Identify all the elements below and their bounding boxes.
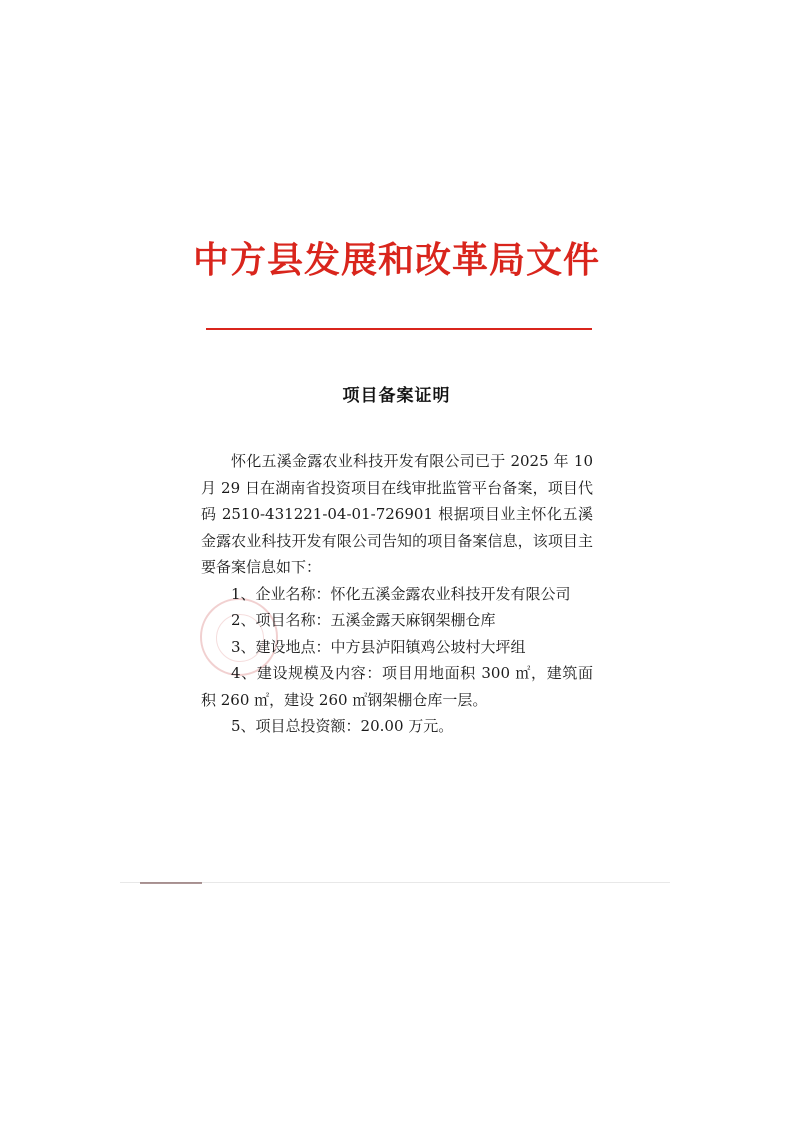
item-label: 3、建设地点： [231,637,331,656]
footer-rule [120,882,670,883]
item-value: 20.00 万元。 [360,717,454,735]
item-company-name [201,581,593,608]
item-project-name [201,607,593,634]
item-label: 2、项目名称： [231,611,331,629]
footer-rule-mark [140,882,202,884]
intro-paragraph: 怀化五溪金露农业科技开发有限公司已于 2025 年 10 月 29 日在湖南省投资项目在线审批监管平台备案，项目代码 2510-431221-04-01-726901 根据项目业主怀化五溪金露农业科技开发有限公司告知的项目备案信息，该项目主要备案信息如下： [201,452,593,576]
item-scale-content [201,660,593,713]
header-red-rule [206,328,592,330]
item-location [201,634,593,661]
item-value: 五溪金露天麻钢架棚仓库 [330,611,496,629]
item-value: 项目用地面积 300 ㎡，建筑面积 260 ㎡，建设 260 ㎡钢架棚仓库一层。 [201,664,594,709]
item-label: 5、项目总投资额： [231,717,361,735]
item-label: 4、建设规模及内容： [231,664,383,682]
item-value: 中方县泸阳镇鸡公坡村大坪组 [330,637,526,656]
item-value: 怀化五溪金露农业科技开发有限公司 [330,584,571,603]
document-body [201,448,593,740]
document-header-title: 中方县发展和改革局文件 [192,239,600,281]
item-label: 1、企业名称： [231,584,331,603]
item-total-investment [201,713,593,740]
document-title: 项目备案证明 [342,386,451,406]
